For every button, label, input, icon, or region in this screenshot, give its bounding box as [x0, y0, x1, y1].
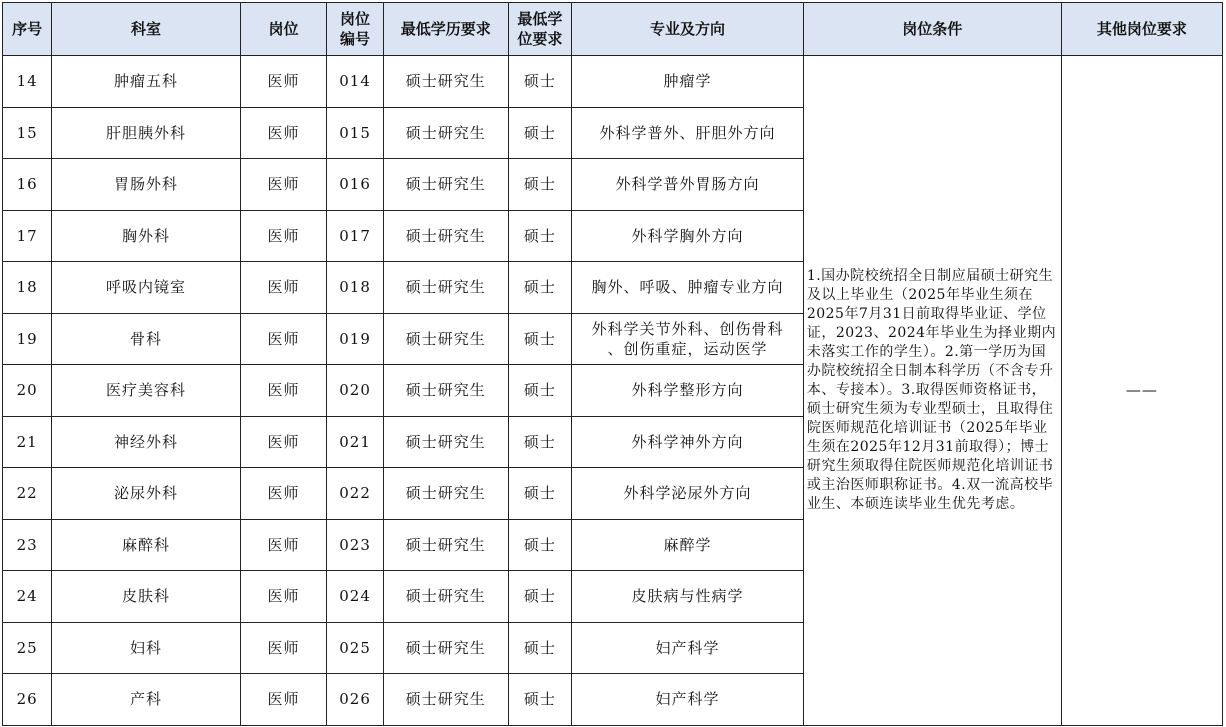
cell-degree: 硕士 [508, 519, 571, 571]
cell-dept: 肝胆胰外科 [52, 107, 240, 159]
cell-seq: 21 [3, 416, 52, 468]
header-degree [508, 3, 571, 56]
cell-dept: 胃肠外科 [52, 159, 240, 211]
cell-post: 医师 [240, 262, 327, 314]
cell-dept: 骨科 [52, 313, 240, 365]
cell-major-line2: 、创伤重症，运动医学 [607, 339, 768, 358]
cell-major [572, 468, 804, 520]
table-body [3, 56, 1223, 726]
cell-degree: 硕士 [508, 262, 571, 314]
cell-seq: 23 [3, 519, 52, 571]
cell-seq: 25 [3, 622, 52, 674]
cell-code: 016 [327, 159, 383, 211]
cell-edu: 硕士研究生 [383, 365, 508, 417]
header-degree-line1: 最低学 [517, 10, 563, 28]
header-major: 专业及方向 [572, 3, 804, 56]
cell-degree: 硕士 [508, 210, 571, 262]
cell-edu: 硕士研究生 [383, 622, 508, 674]
cell-edu: 硕士研究生 [383, 159, 508, 211]
cell-edu: 硕士研究生 [383, 210, 508, 262]
cell-other: —— [1061, 56, 1222, 726]
cell-seq: 26 [3, 674, 52, 726]
cell-seq: 16 [3, 159, 52, 211]
cell-major [572, 416, 804, 468]
cell-dept: 胸外科 [52, 210, 240, 262]
cell-post: 医师 [240, 571, 327, 623]
header-edu: 最低学历要求 [383, 3, 508, 56]
cell-degree: 硕士 [508, 159, 571, 211]
cell-major-line1: 外科学整形方向 [631, 381, 744, 400]
cell-major [572, 210, 804, 262]
cell-seq: 15 [3, 107, 52, 159]
cell-dept: 皮肤科 [52, 571, 240, 623]
cell-code: 021 [327, 416, 383, 468]
cell-major [572, 622, 804, 674]
cell-major [572, 674, 804, 726]
cell-major [572, 107, 804, 159]
cell-post: 医师 [240, 622, 327, 674]
cell-post: 医师 [240, 468, 327, 520]
cell-code: 023 [327, 519, 383, 571]
cell-major-line1: 胸外、呼吸、肿瘤专业方向 [591, 278, 784, 297]
header-dept: 科室 [52, 3, 240, 56]
cell-degree: 硕士 [508, 56, 571, 108]
cell-major-line1: 外科学普外胃肠方向 [615, 175, 760, 194]
cell-major-line1: 麻醉学 [663, 535, 712, 554]
cell-dept: 医疗美容科 [52, 365, 240, 417]
cell-dept: 神经外科 [52, 416, 240, 468]
cell-code: 026 [327, 674, 383, 726]
header-post: 岗位 [240, 3, 327, 56]
cell-post: 医师 [240, 56, 327, 108]
header-seq: 序号 [3, 3, 52, 56]
cell-seq: 14 [3, 56, 52, 108]
cell-major [572, 159, 804, 211]
cell-post: 医师 [240, 416, 327, 468]
cell-edu: 硕士研究生 [383, 571, 508, 623]
cell-major [572, 571, 804, 623]
cell-dept: 呼吸内镜室 [52, 262, 240, 314]
cell-degree: 硕士 [508, 468, 571, 520]
cell-post: 医师 [240, 107, 327, 159]
cell-degree: 硕士 [508, 416, 571, 468]
cell-seq: 17 [3, 210, 52, 262]
recruitment-table [2, 2, 1223, 726]
cell-major-line1: 妇产科学 [655, 638, 720, 657]
cell-edu: 硕士研究生 [383, 519, 508, 571]
cell-major [572, 313, 804, 365]
cell-post: 医师 [240, 210, 327, 262]
cell-seq: 24 [3, 571, 52, 623]
cell-degree: 硕士 [508, 365, 571, 417]
cell-seq: 20 [3, 365, 52, 417]
cell-post: 医师 [240, 519, 327, 571]
header-other: 其他岗位要求 [1061, 3, 1222, 56]
cell-post: 医师 [240, 674, 327, 726]
cell-code: 024 [327, 571, 383, 623]
cell-major-line1: 皮肤病与性病学 [631, 587, 744, 606]
header-row [3, 3, 1223, 56]
cell-degree: 硕士 [508, 622, 571, 674]
cell-major-line1: 肿瘤学 [663, 72, 712, 91]
cell-code: 015 [327, 107, 383, 159]
cell-degree: 硕士 [508, 107, 571, 159]
header-code-line1: 岗位 [340, 10, 371, 28]
cell-post: 医师 [240, 365, 327, 417]
cell-degree: 硕士 [508, 571, 571, 623]
cell-major-line1: 外科学关节外科、创伤骨科 [591, 319, 784, 338]
header-code [327, 3, 383, 56]
cell-major [572, 519, 804, 571]
cell-edu: 硕士研究生 [383, 313, 508, 365]
cell-major [572, 262, 804, 314]
cell-dept: 麻醉科 [52, 519, 240, 571]
cell-seq: 22 [3, 468, 52, 520]
header-code-line2: 编号 [340, 30, 371, 48]
cell-major-line1: 外科学普外、肝胆外方向 [599, 123, 776, 142]
cell-code: 022 [327, 468, 383, 520]
table-row [3, 56, 1223, 108]
cell-edu: 硕士研究生 [383, 107, 508, 159]
cell-code: 020 [327, 365, 383, 417]
cell-code: 018 [327, 262, 383, 314]
cell-seq: 18 [3, 262, 52, 314]
cell-edu: 硕士研究生 [383, 674, 508, 726]
cell-major-line1: 外科学胸外方向 [631, 226, 744, 245]
cell-dept: 肿瘤五科 [52, 56, 240, 108]
cell-conditions: 1.国办院校统招全日制应届硕士研究生及以上毕业生（2025年毕业生须在2025年7月31日前取得毕业证、学位证，2023、2024年毕业生为择业期内未落实工作的学生）。2.第一学历为国办院校统招全日制本科学历（不含专升本、专接本）。3.取得医师资格证书，硕士研究生须为专业型硕士，且取得住院医师规范化培训证书（2025年毕业生须在2025年12月31前取得）；博士研究生须取得住院医师规范化培训证书或主治医师职称证书。4.双一流高校毕业生、本硕连读毕业生优先考虑。 [803, 56, 1061, 726]
cell-major-line1: 妇产科学 [655, 690, 720, 709]
cell-code: 019 [327, 313, 383, 365]
cell-dept: 妇科 [52, 622, 240, 674]
cell-post: 医师 [240, 159, 327, 211]
cell-post: 医师 [240, 313, 327, 365]
cell-major-line1: 外科学神外方向 [631, 432, 744, 451]
cell-edu: 硕士研究生 [383, 416, 508, 468]
header-conditions: 岗位条件 [803, 3, 1061, 56]
cell-degree: 硕士 [508, 674, 571, 726]
cell-code: 025 [327, 622, 383, 674]
cell-dept: 泌尿外科 [52, 468, 240, 520]
cell-major [572, 365, 804, 417]
cell-major-line1: 外科学泌尿外方向 [623, 484, 752, 503]
cell-seq: 19 [3, 313, 52, 365]
cell-dept: 产科 [52, 674, 240, 726]
cell-edu: 硕士研究生 [383, 56, 508, 108]
header-degree-line2: 位要求 [517, 30, 563, 48]
cell-major [572, 56, 804, 108]
cell-code: 014 [327, 56, 383, 108]
cell-degree: 硕士 [508, 313, 571, 365]
cell-edu: 硕士研究生 [383, 262, 508, 314]
cell-code: 017 [327, 210, 383, 262]
cell-edu: 硕士研究生 [383, 468, 508, 520]
